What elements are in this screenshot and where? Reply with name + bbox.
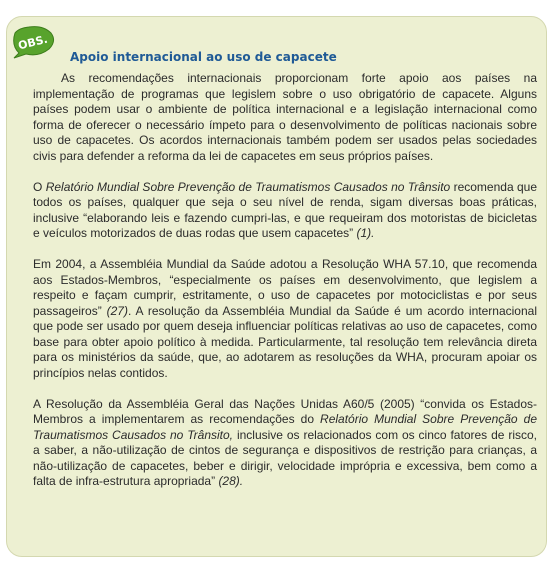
- obs-badge-label: OBS.: [16, 32, 49, 53]
- paragraph-3-text-a: Em 2004, a Assembléia Mundial da Saúde adotou a Resolução WHA 57.10, que recomenda aos Estados-Membros, “especialmente os países em desenvolvimento, que legislem a respeito e façam cumprir, estritamente, o uso de capacetes por motociclistas e por seus passageiros”: [33, 257, 537, 318]
- box-body: [33, 71, 537, 505]
- info-box-panel: [6, 16, 547, 557]
- paragraph-3: [33, 257, 537, 381]
- paragraph-2-text: recomenda que todos os países, qualquer que seja o seu nível de renda, sigam diversas boas práticas, inclusive “elaborando leis e fazendo cumpri-las, e que requeiram dos motoristas de bicicletas e veículos motorizados de duas rodas que usem capacetes”: [33, 179, 537, 240]
- reference-1: (1).: [356, 226, 375, 240]
- paragraph-4-text-a: A Resolução da Assembléia Geral das Nações Unidas A60/5 (2005) “convida os Estados-Membros a implementarem as recomendações do: [33, 396, 537, 426]
- paragraph-1: As recomendações internacionais proporcionam forte apoio aos países na implementação de programas que legislem sobre o uso obrigatório de capacete. Alguns países podem usar o ambiente de política internacional e a legislação internacional como forma de oferecer o necessário ímpeto para o desenvolvimento de políticas nacionais sobre uso de capacetes. Os acordos internacionais também podem ser usados pelas sociedades civis para defender a reforma da lei de capacetes em seus próprios países.: [33, 71, 537, 163]
- paragraph-3-text-b: . A resolução da Assembléia Mundial da Saúde é um acordo internacional que pode ser usado por quem deseja influenciar políticas relativas ao uso de capacetes, como base para obter apoio político à medida. Particularmente, tal resolução tem relevância direta para os ministérios da saúde, que, ao adotarem as resoluções da WHA, procuram apoiar os princípios nelas contidos.: [33, 303, 537, 380]
- paragraph-2: [33, 180, 537, 242]
- obs-badge-icon: [9, 25, 57, 59]
- box-title: Apoio internacional ao uso de capacete: [70, 50, 337, 64]
- paragraph-2-prefix: O: [33, 179, 46, 194]
- report-title-citation: Relatório Mundial Sobre Prevenção de Traumatismos Causados no Trânsito: [45, 179, 451, 194]
- paragraph-4-text-b: inclusive os relacionados com os cinco fatores de risco, a saber, a não-utilização de cintos de segurança e dispositivos de restrição para crianças, a não-utilização de capacetes, beber e dirigir, velocidade imprópria e excessiva, bem como a falta de infra-estrutura apropriada”: [33, 427, 537, 488]
- reference-27: (27): [106, 303, 128, 318]
- reference-28: (28).: [218, 474, 244, 488]
- paragraph-4: [33, 397, 537, 490]
- report-title-citation-2: Relatório Mundial Sobre Prevenção de Traumatismos Causados no Trânsito,: [33, 412, 537, 442]
